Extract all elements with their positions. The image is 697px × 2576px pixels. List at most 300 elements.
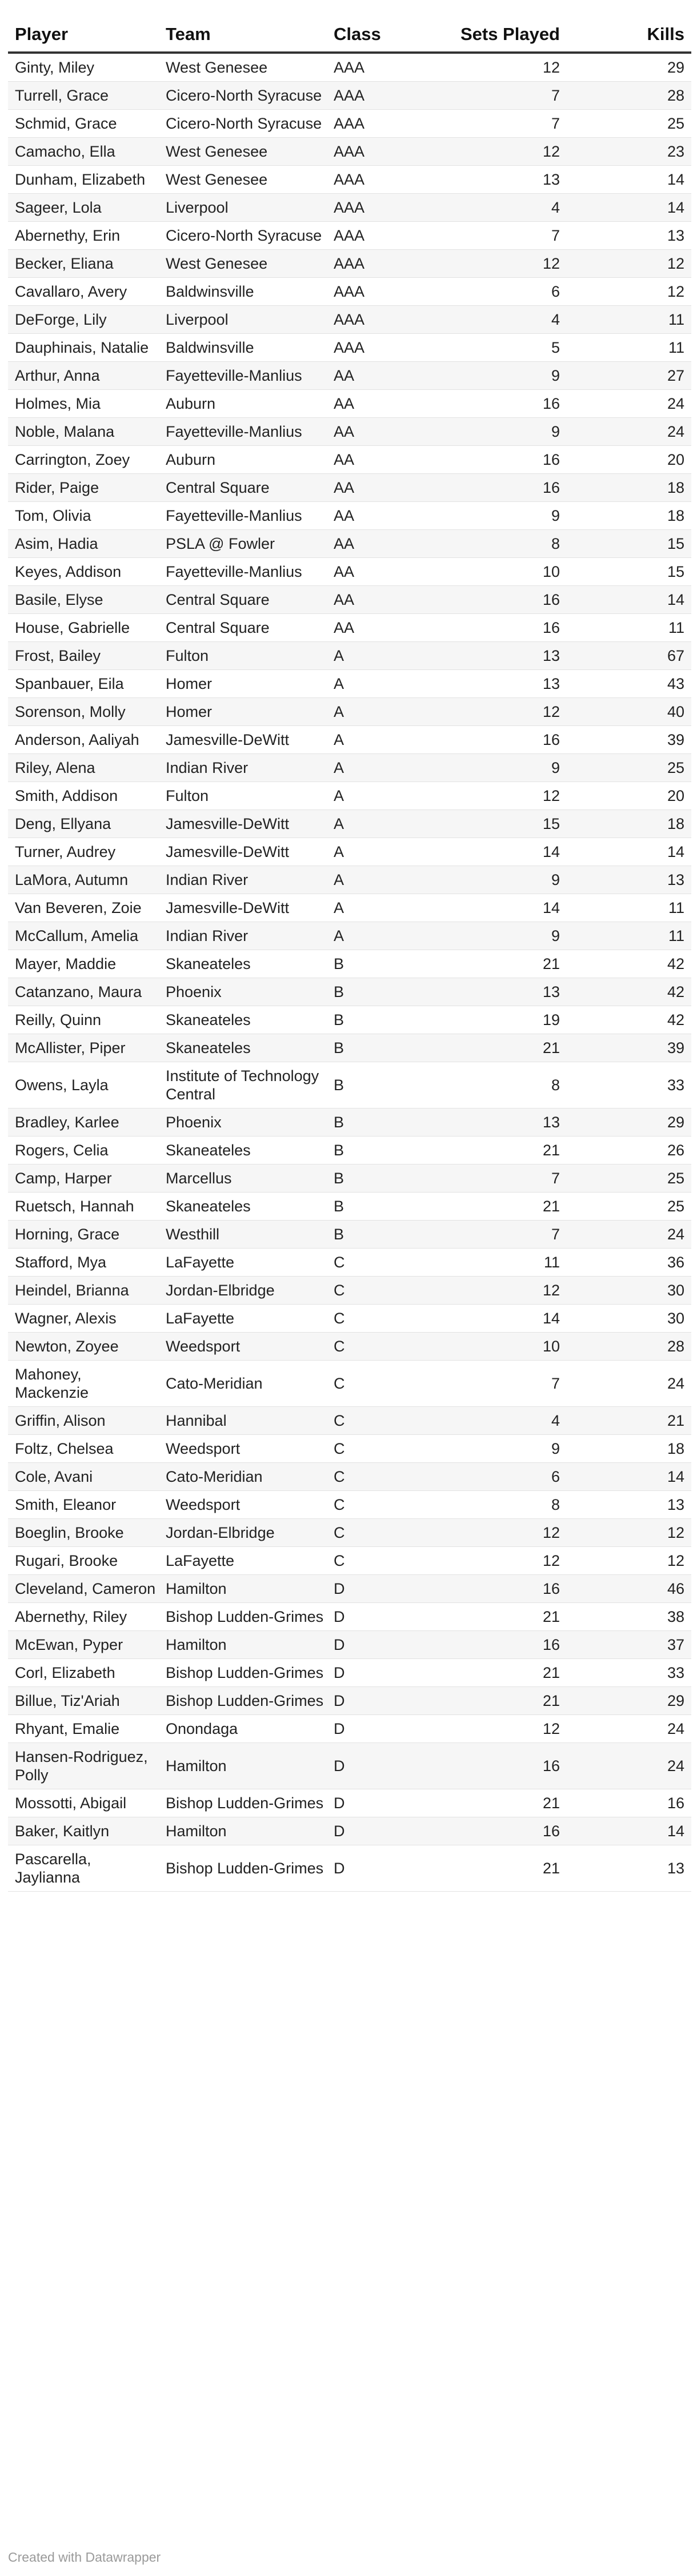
player-cell: Dauphinais, Natalie	[8, 334, 159, 362]
team-cell: Skaneateles	[159, 1006, 327, 1034]
table-row	[8, 1845, 691, 1892]
team-cell: Cicero-North Syracuse	[159, 82, 327, 110]
player-cell: Turrell, Grace	[8, 82, 159, 110]
team-cell: Central Square	[159, 474, 327, 502]
sets-played-cell: 14	[441, 838, 567, 866]
team-cell: Baldwinsville	[159, 334, 327, 362]
kills-cell: 24	[567, 1221, 691, 1249]
sets-played-cell: 16	[441, 1817, 567, 1845]
sets-played-cell: 8	[441, 1491, 567, 1519]
table-row	[8, 1659, 691, 1687]
team-cell: West Genesee	[159, 53, 327, 82]
team-cell: Weedsport	[159, 1435, 327, 1463]
sets-played-cell: 14	[441, 1305, 567, 1333]
sets-played-cell: 12	[441, 53, 567, 82]
team-cell: Hannibal	[159, 1407, 327, 1435]
player-cell: Rogers, Celia	[8, 1137, 159, 1165]
kills-cell: 16	[567, 1789, 691, 1817]
player-cell: Deng, Ellyana	[8, 810, 159, 838]
team-cell: Fayetteville-Manlius	[159, 362, 327, 390]
datawrapper-credit: Created with Datawrapper	[8, 2550, 161, 2565]
team-cell: Baldwinsville	[159, 278, 327, 306]
player-cell: Rugari, Brooke	[8, 1547, 159, 1575]
class-cell: B	[327, 1137, 441, 1165]
table-row	[8, 1034, 691, 1062]
team-cell: Bishop Ludden-Grimes	[159, 1789, 327, 1817]
sets-played-cell: 7	[441, 222, 567, 250]
kills-cell: 11	[567, 894, 691, 922]
team-cell: Westhill	[159, 1221, 327, 1249]
team-cell: Hamilton	[159, 1631, 327, 1659]
player-cell: Smith, Eleanor	[8, 1491, 159, 1519]
table-row	[8, 810, 691, 838]
kills-cell: 39	[567, 726, 691, 754]
sets-played-cell: 16	[441, 1631, 567, 1659]
table-row	[8, 166, 691, 194]
class-cell: A	[327, 726, 441, 754]
table-row	[8, 1305, 691, 1333]
class-cell: AAA	[327, 110, 441, 138]
class-cell: A	[327, 894, 441, 922]
sets-played-cell: 13	[441, 670, 567, 698]
team-cell: Fayetteville-Manlius	[159, 558, 327, 586]
sets-played-cell: 21	[441, 1193, 567, 1221]
kills-cell: 25	[567, 754, 691, 782]
sets-played-cell: 16	[441, 586, 567, 614]
player-cell: Ruetsch, Hannah	[8, 1193, 159, 1221]
kills-cell: 42	[567, 1006, 691, 1034]
class-cell: AA	[327, 418, 441, 446]
class-cell: C	[327, 1519, 441, 1547]
kills-cell: 37	[567, 1631, 691, 1659]
class-cell: A	[327, 922, 441, 950]
team-cell: Hamilton	[159, 1743, 327, 1789]
player-cell: Noble, Malana	[8, 418, 159, 446]
class-cell: AAA	[327, 222, 441, 250]
player-cell: Van Beveren, Zoie	[8, 894, 159, 922]
kills-cell: 38	[567, 1603, 691, 1631]
kills-cell: 11	[567, 334, 691, 362]
table-row	[8, 670, 691, 698]
kills-cell: 11	[567, 306, 691, 334]
player-cell: LaMora, Autumn	[8, 866, 159, 894]
kills-cell: 26	[567, 1137, 691, 1165]
table-row	[8, 866, 691, 894]
sets-played-cell: 12	[441, 138, 567, 166]
table-row	[8, 1165, 691, 1193]
team-cell: Cicero-North Syracuse	[159, 222, 327, 250]
sets-played-cell: 10	[441, 1333, 567, 1361]
sets-played-cell: 12	[441, 250, 567, 278]
player-cell: DeForge, Lily	[8, 306, 159, 334]
class-cell: D	[327, 1687, 441, 1715]
player-cell: Billue, Tiz'Ariah	[8, 1687, 159, 1715]
class-cell: AAA	[327, 278, 441, 306]
table-row	[8, 1249, 691, 1277]
kills-cell: 39	[567, 1034, 691, 1062]
stats-table	[8, 17, 691, 1892]
kills-cell: 18	[567, 474, 691, 502]
class-cell: AAA	[327, 250, 441, 278]
team-cell: Liverpool	[159, 306, 327, 334]
class-cell: AAA	[327, 194, 441, 222]
player-cell: Tom, Olivia	[8, 502, 159, 530]
kills-cell: 46	[567, 1575, 691, 1603]
column-header-team: Team	[159, 17, 327, 53]
sets-played-cell: 16	[441, 1743, 567, 1789]
table-row	[8, 642, 691, 670]
player-cell: Asim, Hadia	[8, 530, 159, 558]
class-cell: B	[327, 1034, 441, 1062]
team-cell: Cato-Meridian	[159, 1463, 327, 1491]
team-cell: Fulton	[159, 782, 327, 810]
sets-played-cell: 21	[441, 950, 567, 978]
player-cell: Basile, Elyse	[8, 586, 159, 614]
player-cell: McCallum, Amelia	[8, 922, 159, 950]
kills-cell: 28	[567, 82, 691, 110]
player-cell: Bradley, Karlee	[8, 1108, 159, 1137]
kills-cell: 13	[567, 222, 691, 250]
sets-played-cell: 9	[441, 502, 567, 530]
class-cell: B	[327, 1165, 441, 1193]
team-cell: Homer	[159, 698, 327, 726]
team-cell: Homer	[159, 670, 327, 698]
class-cell: D	[327, 1845, 441, 1892]
player-cell: Reilly, Quinn	[8, 1006, 159, 1034]
table-row	[8, 558, 691, 586]
player-cell: Cavallaro, Avery	[8, 278, 159, 306]
sets-played-cell: 9	[441, 866, 567, 894]
class-cell: A	[327, 698, 441, 726]
table-row	[8, 1631, 691, 1659]
kills-cell: 24	[567, 418, 691, 446]
class-cell: C	[327, 1249, 441, 1277]
team-cell: Jordan-Elbridge	[159, 1277, 327, 1305]
table-row	[8, 1463, 691, 1491]
class-cell: A	[327, 838, 441, 866]
table-header	[8, 17, 691, 53]
class-cell: AA	[327, 362, 441, 390]
column-header-player: Player	[8, 17, 159, 53]
kills-cell: 15	[567, 530, 691, 558]
class-cell: C	[327, 1435, 441, 1463]
class-cell: AA	[327, 558, 441, 586]
table-row	[8, 586, 691, 614]
player-cell: Schmid, Grace	[8, 110, 159, 138]
player-cell: Turner, Audrey	[8, 838, 159, 866]
table-row	[8, 1277, 691, 1305]
kills-cell: 28	[567, 1333, 691, 1361]
table-row	[8, 1575, 691, 1603]
kills-cell: 40	[567, 698, 691, 726]
player-cell: Sageer, Lola	[8, 194, 159, 222]
class-cell: B	[327, 950, 441, 978]
class-cell: A	[327, 866, 441, 894]
table-row	[8, 978, 691, 1006]
table-row	[8, 278, 691, 306]
table-body	[8, 53, 691, 1892]
table-row	[8, 250, 691, 278]
sets-played-cell: 21	[441, 1659, 567, 1687]
kills-cell: 14	[567, 166, 691, 194]
sets-played-cell: 16	[441, 726, 567, 754]
team-cell: Indian River	[159, 866, 327, 894]
class-cell: AAA	[327, 306, 441, 334]
team-cell: Hamilton	[159, 1817, 327, 1845]
player-cell: Mayer, Maddie	[8, 950, 159, 978]
class-cell: D	[327, 1603, 441, 1631]
sets-played-cell: 4	[441, 306, 567, 334]
sets-played-cell: 12	[441, 698, 567, 726]
table-row	[8, 698, 691, 726]
team-cell: Cicero-North Syracuse	[159, 110, 327, 138]
sets-played-cell: 8	[441, 530, 567, 558]
player-cell: Wagner, Alexis	[8, 1305, 159, 1333]
team-cell: Jamesville-DeWitt	[159, 894, 327, 922]
kills-cell: 25	[567, 1193, 691, 1221]
player-cell: Abernethy, Riley	[8, 1603, 159, 1631]
kills-cell: 21	[567, 1407, 691, 1435]
class-cell: AA	[327, 530, 441, 558]
kills-cell: 30	[567, 1277, 691, 1305]
class-cell: C	[327, 1547, 441, 1575]
sets-played-cell: 9	[441, 362, 567, 390]
team-cell: Bishop Ludden-Grimes	[159, 1845, 327, 1892]
kills-cell: 13	[567, 866, 691, 894]
table-row	[8, 782, 691, 810]
team-cell: Fayetteville-Manlius	[159, 502, 327, 530]
team-cell: Bishop Ludden-Grimes	[159, 1687, 327, 1715]
table-row	[8, 53, 691, 82]
team-cell: West Genesee	[159, 166, 327, 194]
kills-cell: 20	[567, 782, 691, 810]
sets-played-cell: 4	[441, 1407, 567, 1435]
table-row	[8, 1361, 691, 1407]
team-cell: Marcellus	[159, 1165, 327, 1193]
team-cell: Central Square	[159, 586, 327, 614]
column-header-class: Class	[327, 17, 441, 53]
kills-cell: 33	[567, 1062, 691, 1108]
player-cell: Corl, Elizabeth	[8, 1659, 159, 1687]
sets-played-cell: 12	[441, 1715, 567, 1743]
player-cell: Boeglin, Brooke	[8, 1519, 159, 1547]
sets-played-cell: 13	[441, 642, 567, 670]
table-row	[8, 1789, 691, 1817]
kills-cell: 18	[567, 1435, 691, 1463]
class-cell: AA	[327, 390, 441, 418]
table-row	[8, 110, 691, 138]
kills-cell: 12	[567, 1519, 691, 1547]
table-row	[8, 614, 691, 642]
player-cell: Anderson, Aaliyah	[8, 726, 159, 754]
sets-played-cell: 9	[441, 418, 567, 446]
player-cell: Heindel, Brianna	[8, 1277, 159, 1305]
player-cell: Griffin, Alison	[8, 1407, 159, 1435]
table-row	[8, 1519, 691, 1547]
table-row	[8, 446, 691, 474]
team-cell: Auburn	[159, 390, 327, 418]
team-cell: LaFayette	[159, 1547, 327, 1575]
table-row	[8, 1407, 691, 1435]
player-cell: McAllister, Piper	[8, 1034, 159, 1062]
kills-cell: 12	[567, 250, 691, 278]
sets-played-cell: 13	[441, 166, 567, 194]
class-cell: D	[327, 1789, 441, 1817]
sets-played-cell: 7	[441, 1165, 567, 1193]
table-row	[8, 1062, 691, 1108]
table-row	[8, 82, 691, 110]
table-row	[8, 1817, 691, 1845]
table-row	[8, 530, 691, 558]
sets-played-cell: 5	[441, 334, 567, 362]
sets-played-cell: 12	[441, 1547, 567, 1575]
player-cell: Rhyant, Emalie	[8, 1715, 159, 1743]
class-cell: C	[327, 1277, 441, 1305]
class-cell: AAA	[327, 334, 441, 362]
class-cell: D	[327, 1743, 441, 1789]
kills-cell: 25	[567, 110, 691, 138]
class-cell: AAA	[327, 138, 441, 166]
table-row	[8, 474, 691, 502]
sets-played-cell: 16	[441, 1575, 567, 1603]
class-cell: A	[327, 754, 441, 782]
kills-cell: 24	[567, 1361, 691, 1407]
player-cell: Mossotti, Abigail	[8, 1789, 159, 1817]
player-cell: Camp, Harper	[8, 1165, 159, 1193]
sets-played-cell: 16	[441, 614, 567, 642]
player-cell: Frost, Bailey	[8, 642, 159, 670]
table-row	[8, 1743, 691, 1789]
team-cell: Liverpool	[159, 194, 327, 222]
kills-cell: 20	[567, 446, 691, 474]
sets-played-cell: 21	[441, 1845, 567, 1892]
sets-played-cell: 13	[441, 1108, 567, 1137]
class-cell: AA	[327, 502, 441, 530]
class-cell: C	[327, 1407, 441, 1435]
player-cell: Newton, Zoyee	[8, 1333, 159, 1361]
team-cell: Skaneateles	[159, 1137, 327, 1165]
player-cell: Ginty, Miley	[8, 53, 159, 82]
table-row	[8, 1193, 691, 1221]
table-row	[8, 418, 691, 446]
kills-cell: 11	[567, 614, 691, 642]
player-cell: House, Gabrielle	[8, 614, 159, 642]
player-cell: Baker, Kaitlyn	[8, 1817, 159, 1845]
sets-played-cell: 9	[441, 922, 567, 950]
class-cell: B	[327, 1006, 441, 1034]
sets-played-cell: 16	[441, 390, 567, 418]
table-row	[8, 1108, 691, 1137]
player-cell: Horning, Grace	[8, 1221, 159, 1249]
team-cell: Institute of Technology Central	[159, 1062, 327, 1108]
sets-played-cell: 15	[441, 810, 567, 838]
sets-played-cell: 12	[441, 1277, 567, 1305]
kills-cell: 43	[567, 670, 691, 698]
player-cell: Holmes, Mia	[8, 390, 159, 418]
sets-played-cell: 6	[441, 1463, 567, 1491]
sets-played-cell: 10	[441, 558, 567, 586]
player-cell: Riley, Alena	[8, 754, 159, 782]
sets-played-cell: 16	[441, 446, 567, 474]
kills-cell: 12	[567, 278, 691, 306]
kills-cell: 13	[567, 1845, 691, 1892]
class-cell: A	[327, 642, 441, 670]
kills-cell: 29	[567, 53, 691, 82]
class-cell: B	[327, 1062, 441, 1108]
table-row	[8, 390, 691, 418]
class-cell: C	[327, 1491, 441, 1519]
sets-played-cell: 4	[441, 194, 567, 222]
sets-played-cell: 21	[441, 1137, 567, 1165]
team-cell: Indian River	[159, 754, 327, 782]
kills-cell: 29	[567, 1687, 691, 1715]
player-cell: Catanzano, Maura	[8, 978, 159, 1006]
team-cell: PSLA @ Fowler	[159, 530, 327, 558]
player-cell: Becker, Eliana	[8, 250, 159, 278]
class-cell: AA	[327, 586, 441, 614]
header-row	[8, 17, 691, 53]
kills-cell: 42	[567, 950, 691, 978]
player-cell: Smith, Addison	[8, 782, 159, 810]
kills-cell: 18	[567, 502, 691, 530]
player-cell: Cleveland, Cameron	[8, 1575, 159, 1603]
team-cell: Fulton	[159, 642, 327, 670]
kills-cell: 12	[567, 1547, 691, 1575]
class-cell: D	[327, 1659, 441, 1687]
class-cell: AA	[327, 474, 441, 502]
sets-played-cell: 7	[441, 82, 567, 110]
table-row	[8, 502, 691, 530]
sets-played-cell: 21	[441, 1789, 567, 1817]
kills-cell: 15	[567, 558, 691, 586]
class-cell: AAA	[327, 53, 441, 82]
class-cell: B	[327, 1193, 441, 1221]
table-row	[8, 222, 691, 250]
kills-cell: 14	[567, 586, 691, 614]
kills-cell: 42	[567, 978, 691, 1006]
table-row	[8, 1715, 691, 1743]
table-row	[8, 1491, 691, 1519]
team-cell: Phoenix	[159, 1108, 327, 1137]
player-cell: Pascarella, Jaylianna	[8, 1845, 159, 1892]
kills-cell: 33	[567, 1659, 691, 1687]
table-row	[8, 726, 691, 754]
class-cell: A	[327, 810, 441, 838]
class-cell: AAA	[327, 82, 441, 110]
column-header-sets-played: Sets Played	[441, 17, 567, 53]
table-row	[8, 138, 691, 166]
table-row	[8, 1137, 691, 1165]
team-cell: Skaneateles	[159, 1193, 327, 1221]
class-cell: A	[327, 670, 441, 698]
kills-cell: 14	[567, 1817, 691, 1845]
class-cell: C	[327, 1361, 441, 1407]
team-cell: LaFayette	[159, 1305, 327, 1333]
table-row	[8, 1603, 691, 1631]
team-cell: Jamesville-DeWitt	[159, 810, 327, 838]
sets-played-cell: 6	[441, 278, 567, 306]
class-cell: AA	[327, 614, 441, 642]
player-cell: Spanbauer, Eila	[8, 670, 159, 698]
class-cell: C	[327, 1305, 441, 1333]
table-row	[8, 1687, 691, 1715]
team-cell: Fayetteville-Manlius	[159, 418, 327, 446]
sets-played-cell: 7	[441, 1361, 567, 1407]
table-row	[8, 1006, 691, 1034]
team-cell: LaFayette	[159, 1249, 327, 1277]
player-cell: Arthur, Anna	[8, 362, 159, 390]
team-cell: Jamesville-DeWitt	[159, 726, 327, 754]
